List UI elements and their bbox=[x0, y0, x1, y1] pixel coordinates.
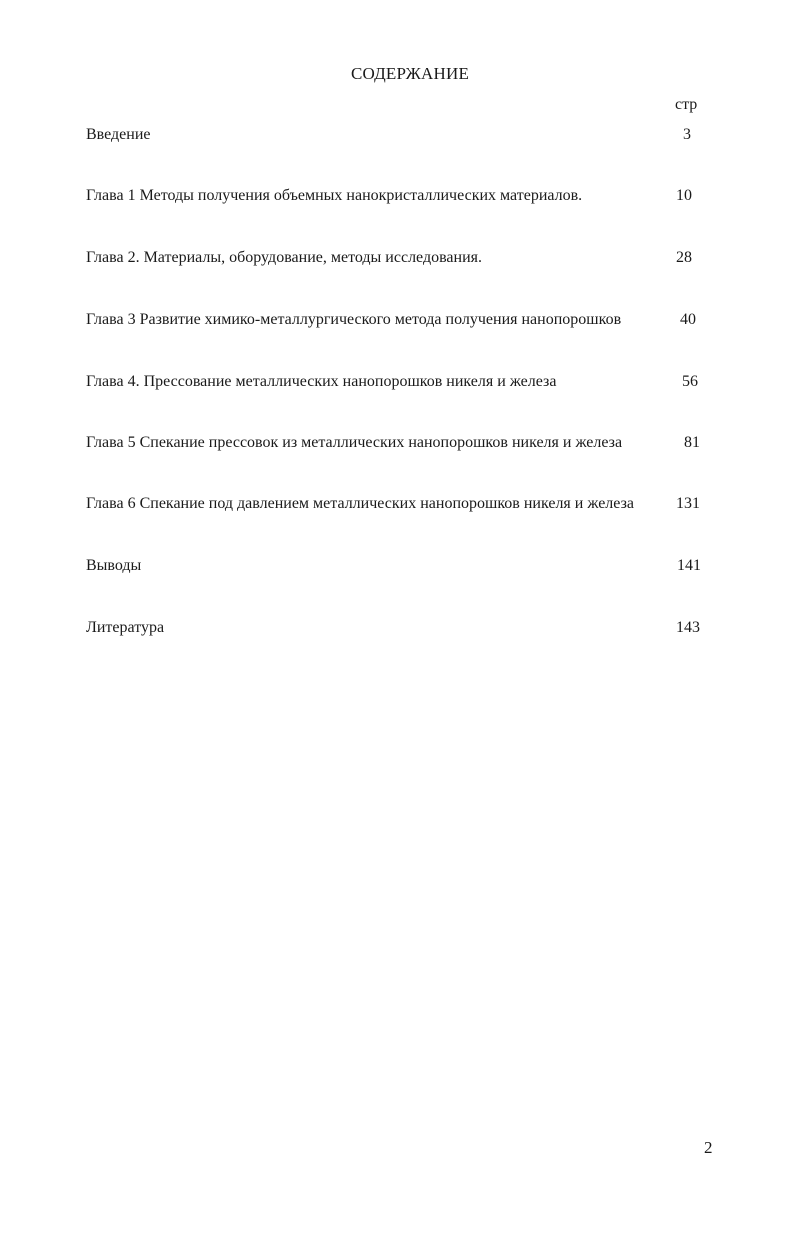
toc-entry-label: Выводы bbox=[86, 557, 142, 574]
toc-entry-chapter-3 bbox=[86, 311, 706, 333]
toc-entry-chapter-1 bbox=[86, 187, 706, 209]
toc-entry-label: Введение bbox=[86, 126, 151, 143]
toc-entry-references bbox=[86, 619, 706, 641]
page-number: 2 bbox=[704, 1138, 713, 1157]
toc-entry-chapter-6 bbox=[86, 495, 706, 517]
toc-entry-page: 40 bbox=[680, 311, 696, 328]
toc-entry-page: 3 bbox=[683, 126, 691, 143]
toc-entry-label: Глава 6 Спекание под давлением металлических нанопорошков никеля и железа bbox=[86, 495, 634, 512]
toc-entry-chapter-5 bbox=[86, 434, 706, 456]
toc-entry-page: 56 bbox=[682, 373, 698, 390]
toc-entry-label: Глава 5 Спекание прессовок из металлических нанопорошков никеля и железа bbox=[86, 434, 623, 451]
toc-entry-label: Глава 4. Прессование металлических нанопорошков никеля и железа bbox=[86, 373, 557, 390]
toc-entry-label: Глава 2. Материалы, оборудование, методы исследования. bbox=[86, 249, 483, 266]
toc-entry-page: 143 bbox=[676, 619, 700, 636]
toc-entry-page: 131 bbox=[676, 495, 700, 512]
toc-entry-chapter-4 bbox=[86, 373, 706, 395]
toc-entry-page: 10 bbox=[676, 187, 692, 204]
toc-title: СОДЕРЖАНИЕ bbox=[350, 64, 470, 83]
toc-entry-introduction bbox=[86, 126, 706, 148]
toc-entry-label: Глава 1 Методы получения объемных нанокристаллических материалов. bbox=[86, 187, 583, 204]
toc-entry-label: Литература bbox=[86, 619, 165, 636]
toc-entry-conclusions bbox=[86, 557, 706, 579]
page-column-header: стр bbox=[675, 96, 698, 113]
toc-entry-page: 28 bbox=[676, 249, 692, 266]
toc-entry-label: Глава 3 Развитие химико-металлургического метода получения нанопорошков bbox=[86, 311, 622, 328]
toc-entry-page: 141 bbox=[677, 557, 701, 574]
toc-entry-chapter-2 bbox=[86, 249, 706, 271]
toc-entry-page: 81 bbox=[684, 434, 700, 451]
